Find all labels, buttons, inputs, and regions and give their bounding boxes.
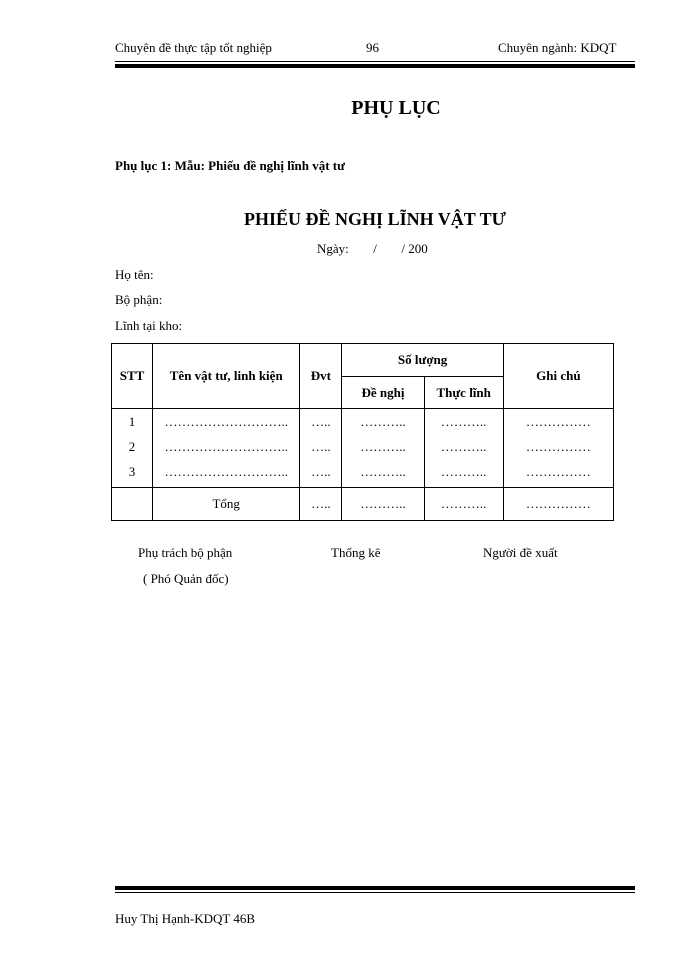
header-received: Thực lĩnh [424,377,503,409]
row-unit: ….. [311,438,331,454]
date-line [317,241,428,257]
date-label: Ngày: [317,241,349,256]
header-quantity: Số lượng [342,344,503,377]
unit-column [300,409,342,488]
row-stt: 1 [128,413,136,429]
row-requested: ……….. [360,438,406,454]
header-note: Ghi chú [503,344,613,409]
total-label: Tổng [153,488,300,521]
row-name: ……………………….. [164,438,288,454]
signature-proposer: Người đề xuất [483,545,558,560]
row-stt: 2 [128,438,136,454]
header-rule-thin [115,61,635,62]
field-warehouse: Lĩnh tại kho: [115,318,183,333]
row-requested: ……….. [360,463,406,479]
name-column [153,409,300,488]
header-rule-thick [115,64,635,68]
header-stt: STT [112,344,153,409]
signature-dept-head-sub: ( Phó Quản đốc) [143,571,229,586]
total-note: …………… [503,488,613,521]
header-requested: Đề nghị [342,377,424,409]
row-stt: 3 [128,463,136,479]
page-number: 96 [366,40,379,55]
footer-rule-thick [115,886,635,890]
date-separator: / [373,241,377,256]
footer-author: Huy Thị Hạnh-KDQT 46B [115,911,255,926]
row-note: …………… [525,438,591,454]
header-unit: Đvt [300,344,342,409]
row-name: ……………………….. [164,463,288,479]
total-row [112,488,614,521]
note-column [503,409,613,488]
row-received: ……….. [440,413,487,429]
row-note: …………… [525,463,591,479]
total-received: ……….. [424,488,503,521]
row-unit: ….. [311,413,331,429]
field-full-name: Họ tên: [115,267,154,282]
row-note: …………… [525,413,591,429]
total-requested: ……….. [342,488,424,521]
requested-column [342,409,424,488]
row-received: ……….. [440,438,487,454]
stt-column [112,409,153,488]
header-right-text: Chuyên ngành: KDQT [498,40,617,55]
date-year: / 200 [401,241,428,256]
page-title: PHỤ LỤC [351,97,441,119]
field-department: Bộ phận: [115,292,163,307]
total-unit: ….. [300,488,342,521]
header-item-name: Tên vật tư, linh kiện [153,344,300,409]
row-received: ……….. [440,463,487,479]
row-requested: ……….. [360,413,406,429]
material-request-table [111,343,614,521]
footer-rule-thin [115,892,635,893]
received-column [424,409,503,488]
signature-dept-head: Phụ trách bộ phận [138,545,233,560]
row-unit: ….. [311,463,331,479]
table-row [112,409,614,488]
signature-statistics: Thống kê [331,545,381,560]
total-stt-cell [112,488,153,521]
form-title: PHIẾU ĐỀ NGHỊ LĨNH VẬT TƯ [244,209,506,229]
header-left-text: Chuyên đề thực tập tốt nghiệp [115,40,272,55]
row-name: ……………………….. [164,413,288,429]
appendix-subtitle: Phụ lục 1: Mẫu: Phiếu đề nghị lĩnh vật tư [115,158,345,173]
